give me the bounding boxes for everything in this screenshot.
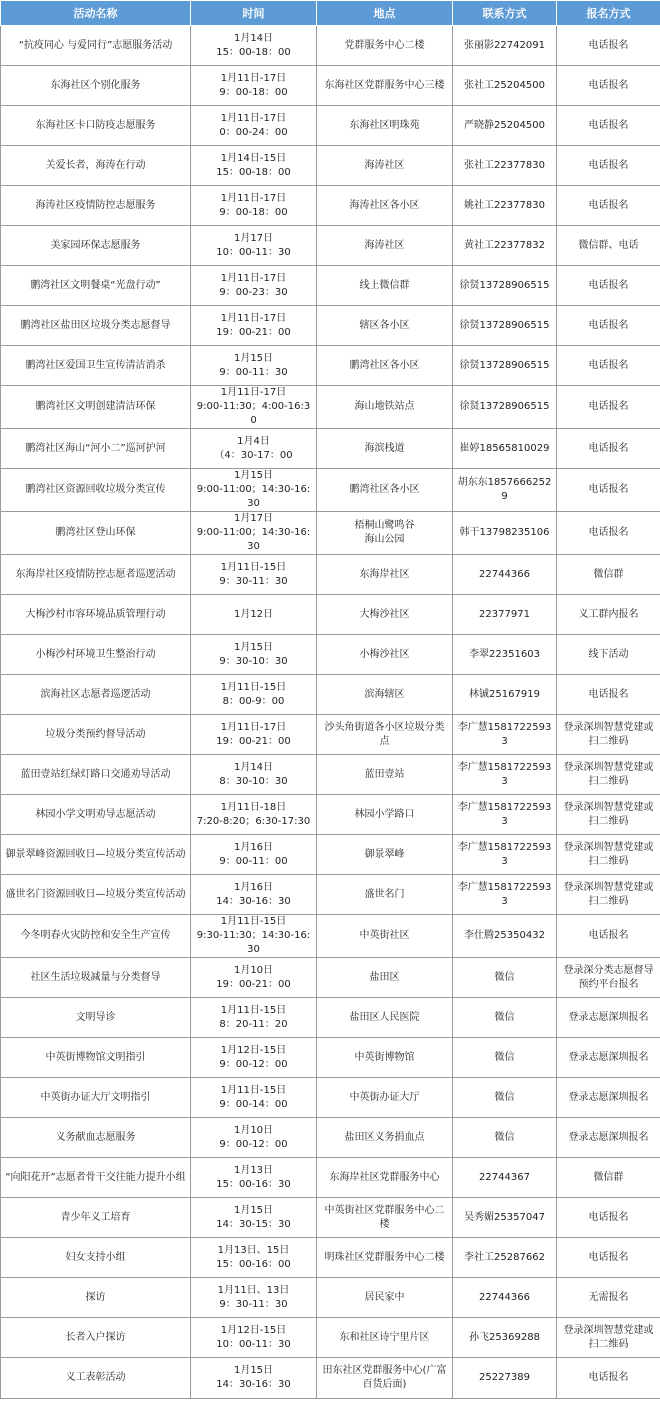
table-row — [1, 1038, 660, 1078]
cell-time: 1月11日-18日 7:20-8:20；6:30-17:30 — [191, 795, 317, 835]
header-row — [1, 1, 660, 26]
cell-activity-name: 蓝田壹站红绿灯路口交通劝导活动 — [1, 755, 191, 795]
cell-signup: 电话报名 — [557, 146, 660, 186]
cell-activity-name: 妇女支持小组 — [1, 1238, 191, 1278]
cell-activity-name: 盛世名门资源回收日—垃圾分类宣传活动 — [1, 875, 191, 915]
cell-activity-name: 鹏湾社区海山“河小二”巡河护河 — [1, 429, 191, 469]
cell-signup: 电话报名 — [557, 66, 660, 106]
cell-location: 东海岸社区 — [317, 555, 453, 595]
cell-location: 东海社区党群服务中心三楼 — [317, 66, 453, 106]
cell-location: 海涛社区 — [317, 146, 453, 186]
cell-contact: 徐贤13728906515 — [453, 346, 557, 386]
cell-signup: 登录志愿深圳报名 — [557, 998, 660, 1038]
cell-contact: 张社工25204500 — [453, 66, 557, 106]
cell-activity-name: 探访 — [1, 1278, 191, 1318]
cell-contact: 李广慧15817225933 — [453, 715, 557, 755]
cell-location: 蓝田壹站 — [317, 755, 453, 795]
table-row — [1, 106, 660, 146]
cell-time: 1月11日-15日 8：20-11：20 — [191, 998, 317, 1038]
table-row — [1, 915, 660, 958]
cell-activity-name: 长者入户探访 — [1, 1318, 191, 1358]
cell-signup: 电话报名 — [557, 306, 660, 346]
cell-location: 盐田区义务捐血点 — [317, 1118, 453, 1158]
cell-time: 1月11日-17日 0：00-24：00 — [191, 106, 317, 146]
cell-contact: 姚社工22377830 — [453, 186, 557, 226]
table-row — [1, 429, 660, 469]
cell-location: 海山地铁站点 — [317, 386, 453, 429]
cell-time: 1月11日-17日 9:00-11:30；4:00-16:30 — [191, 386, 317, 429]
cell-signup: 电话报名 — [557, 429, 660, 469]
table-row — [1, 1278, 660, 1318]
cell-signup: 电话报名 — [557, 469, 660, 512]
cell-activity-name: 鹏湾社区文明餐桌“光盘行动” — [1, 266, 191, 306]
cell-time: 1月16日 14：30-16：30 — [191, 875, 317, 915]
cell-location: 海滨栈道 — [317, 429, 453, 469]
cell-contact: 李仕腾25350432 — [453, 915, 557, 958]
cell-time: 1月11日-17日 9：00-23：30 — [191, 266, 317, 306]
cell-activity-name: 今冬明春火灾防控和安全生产宣传 — [1, 915, 191, 958]
cell-location: 海涛社区各小区 — [317, 186, 453, 226]
header-signup: 报名方式 — [557, 1, 660, 26]
cell-location: 鹏湾社区各小区 — [317, 469, 453, 512]
cell-contact: 22744366 — [453, 555, 557, 595]
cell-signup: 线下活动 — [557, 635, 660, 675]
cell-location: 盐田区人民医院 — [317, 998, 453, 1038]
cell-signup: 电话报名 — [557, 1198, 660, 1238]
cell-time: 1月12日-15日 9：00-12：00 — [191, 1038, 317, 1078]
cell-signup: 登录深圳智慧党建或扫二维码 — [557, 1318, 660, 1358]
table-body — [1, 26, 660, 1399]
cell-activity-name: 东海社区个别化服务 — [1, 66, 191, 106]
cell-activity-name: 东海岸社区疫情防控志愿者巡逻活动 — [1, 555, 191, 595]
cell-time: 1月12日-15日 10：00-11：30 — [191, 1318, 317, 1358]
cell-location: 林园小学路口 — [317, 795, 453, 835]
cell-time: 1月11日-15日 9：00-14：00 — [191, 1078, 317, 1118]
cell-contact: 李广慧15817225933 — [453, 835, 557, 875]
cell-signup: 电话报名 — [557, 26, 660, 66]
cell-contact: 张丽影22742091 — [453, 26, 557, 66]
cell-location: 中英街办证大厅 — [317, 1078, 453, 1118]
cell-location: 线上微信群 — [317, 266, 453, 306]
cell-activity-name: 美家园环保志愿服务 — [1, 226, 191, 266]
cell-signup: 义工群内报名 — [557, 595, 660, 635]
cell-location: 居民家中 — [317, 1278, 453, 1318]
cell-activity-name: 义务献血志愿服务 — [1, 1118, 191, 1158]
table-row — [1, 266, 660, 306]
cell-activity-name: 义工表彰活动 — [1, 1358, 191, 1399]
cell-activity-name: 海涛社区疫情防控志愿服务 — [1, 186, 191, 226]
cell-contact: 李广慧15817225933 — [453, 795, 557, 835]
cell-activity-name: 青少年义工培育 — [1, 1198, 191, 1238]
cell-activity-name: 大梅沙村市容环境品质管理行动 — [1, 595, 191, 635]
cell-signup: 登录深圳智慧党建或扫二维码 — [557, 835, 660, 875]
cell-signup: 电话报名 — [557, 915, 660, 958]
table-row — [1, 958, 660, 998]
table-row — [1, 386, 660, 429]
cell-location: 中英街社区党群服务中心二楼 — [317, 1198, 453, 1238]
cell-contact: 22744366 — [453, 1278, 557, 1318]
cell-contact: 严晓静25204500 — [453, 106, 557, 146]
cell-activity-name: 林园小学文明劝导志愿活动 — [1, 795, 191, 835]
cell-signup: 登录深圳智慧党建或扫二维码 — [557, 795, 660, 835]
cell-signup: 电话报名 — [557, 675, 660, 715]
table-row — [1, 1358, 660, 1399]
cell-contact: 胡东东18576662529 — [453, 469, 557, 512]
cell-signup: 电话报名 — [557, 1358, 660, 1399]
cell-location: 田东社区党群服务中心(广富百货后面) — [317, 1358, 453, 1399]
table-row — [1, 346, 660, 386]
cell-signup: 微信群 — [557, 555, 660, 595]
cell-signup: 电话报名 — [557, 106, 660, 146]
cell-time: 1月14日 8：30-10：30 — [191, 755, 317, 795]
cell-activity-name: 中英街博物馆文明指引 — [1, 1038, 191, 1078]
cell-time: 1月11日-15日 8：00-9：00 — [191, 675, 317, 715]
cell-location: 沙头角街道各小区垃圾分类点 — [317, 715, 453, 755]
cell-activity-name: 东海社区卡口防疫志愿服务 — [1, 106, 191, 146]
table-row — [1, 306, 660, 346]
cell-contact: 韩干13798235106 — [453, 512, 557, 555]
cell-time: 1月11日、13日 9：30-11：30 — [191, 1278, 317, 1318]
cell-signup: 登录志愿深圳报名 — [557, 1118, 660, 1158]
cell-signup: 登录志愿深圳报名 — [557, 1078, 660, 1118]
cell-time: 1月15日 9：00-11：30 — [191, 346, 317, 386]
table-row — [1, 1078, 660, 1118]
cell-contact: 微信 — [453, 1038, 557, 1078]
cell-location: 东海社区明珠苑 — [317, 106, 453, 146]
cell-signup: 电话报名 — [557, 266, 660, 306]
cell-contact: 李广慧15817225933 — [453, 755, 557, 795]
cell-contact: 李广慧15817225933 — [453, 875, 557, 915]
cell-time: 1月11日-17日 9：00-18：00 — [191, 66, 317, 106]
cell-signup: 电话报名 — [557, 186, 660, 226]
cell-signup: 登录深圳智慧党建或扫二维码 — [557, 755, 660, 795]
cell-contact: 黄社工22377832 — [453, 226, 557, 266]
cell-time: 1月11日-17日 19：00-21：00 — [191, 306, 317, 346]
cell-location: 海涛社区 — [317, 226, 453, 266]
table-row — [1, 755, 660, 795]
cell-contact: 25227389 — [453, 1358, 557, 1399]
cell-contact: 孙飞25369288 — [453, 1318, 557, 1358]
cell-time: 1月11日-15日 9：30-11：30 — [191, 555, 317, 595]
table-row — [1, 1118, 660, 1158]
cell-time: 1月17日 10：00-11：30 — [191, 226, 317, 266]
cell-contact: 微信 — [453, 1078, 557, 1118]
cell-activity-name: 鹏湾社区登山环保 — [1, 512, 191, 555]
cell-activity-name: 中英街办证大厅文明指引 — [1, 1078, 191, 1118]
cell-time: 1月16日 9：00-11：00 — [191, 835, 317, 875]
cell-time: 1月13日 15：00-16：30 — [191, 1158, 317, 1198]
cell-activity-name: “抗疫同心 与爱同行”志愿服务活动 — [1, 26, 191, 66]
cell-activity-name: 鹏湾社区盐田区垃圾分类志愿督导 — [1, 306, 191, 346]
cell-time: 1月17日 9:00-11:00；14:30-16:30 — [191, 512, 317, 555]
cell-signup: 电话报名 — [557, 386, 660, 429]
cell-time: 1月14日 15：00-18：00 — [191, 26, 317, 66]
table-row — [1, 1198, 660, 1238]
cell-location: 御景翠峰 — [317, 835, 453, 875]
cell-activity-name: 社区生活垃圾减量与分类督导 — [1, 958, 191, 998]
cell-time: 1月11日-17日 9：00-18：00 — [191, 186, 317, 226]
cell-contact: 李社工25287662 — [453, 1238, 557, 1278]
cell-location: 东海岸社区党群服务中心 — [317, 1158, 453, 1198]
cell-location: 中英街博物馆 — [317, 1038, 453, 1078]
cell-signup: 电话报名 — [557, 346, 660, 386]
cell-location: 鹏湾社区各小区 — [317, 346, 453, 386]
cell-contact: 李翠22351603 — [453, 635, 557, 675]
cell-contact: 张社工22377830 — [453, 146, 557, 186]
table-row — [1, 715, 660, 755]
table-row — [1, 835, 660, 875]
cell-location: 东和社区诗宁里片区 — [317, 1318, 453, 1358]
cell-activity-name: 鹏湾社区资源回收垃圾分类宣传 — [1, 469, 191, 512]
cell-location: 盐田区 — [317, 958, 453, 998]
table-row — [1, 186, 660, 226]
cell-signup: 登录志愿深圳报名 — [557, 1038, 660, 1078]
cell-signup: 无需报名 — [557, 1278, 660, 1318]
table-row — [1, 1158, 660, 1198]
table-row — [1, 469, 660, 512]
cell-activity-name: 鹏湾社区爱国卫生宣传清洁消杀 — [1, 346, 191, 386]
cell-contact: 崔婷18565810029 — [453, 429, 557, 469]
cell-signup: 电话报名 — [557, 512, 660, 555]
cell-signup: 登录深圳智慧党建或扫二维码 — [557, 715, 660, 755]
cell-activity-name: 关爱长者，海涛在行动 — [1, 146, 191, 186]
cell-signup: 微信群 — [557, 1158, 660, 1198]
cell-time: 1月13日、15日 15：00-16：00 — [191, 1238, 317, 1278]
cell-location: 中英街社区 — [317, 915, 453, 958]
table-row — [1, 226, 660, 266]
cell-contact: 徐贤13728906515 — [453, 266, 557, 306]
cell-contact: 徐贤13728906515 — [453, 386, 557, 429]
header-time: 时间 — [191, 1, 317, 26]
cell-time: 1月15日 14：30-15：30 — [191, 1198, 317, 1238]
cell-signup: 登录深圳智慧党建或扫二维码 — [557, 875, 660, 915]
cell-contact: 微信 — [453, 998, 557, 1038]
cell-activity-name: 鹏湾社区文明创建清洁环保 — [1, 386, 191, 429]
cell-activity-name: 文明导诊 — [1, 998, 191, 1038]
cell-activity-name: 小梅沙村环境卫生整治行动 — [1, 635, 191, 675]
table-row — [1, 26, 660, 66]
table-row — [1, 998, 660, 1038]
cell-time: 1月11日-17日 19：00-21：00 — [191, 715, 317, 755]
cell-contact: 微信 — [453, 958, 557, 998]
cell-time: 1月15日 14：30-16：30 — [191, 1358, 317, 1399]
table-row — [1, 875, 660, 915]
cell-location: 党群服务中心二楼 — [317, 26, 453, 66]
cell-location: 梧桐山鹭鸣谷 海山公园 — [317, 512, 453, 555]
cell-time: 1月15日 9：30-10：30 — [191, 635, 317, 675]
header-location: 地点 — [317, 1, 453, 26]
cell-activity-name: 御景翠峰资源回收日—垃圾分类宣传活动 — [1, 835, 191, 875]
table-row — [1, 1238, 660, 1278]
cell-time: 1月4日 （4：30-17：00 — [191, 429, 317, 469]
table-row — [1, 555, 660, 595]
cell-location: 辖区各小区 — [317, 306, 453, 346]
cell-contact: 吴秀媚25357047 — [453, 1198, 557, 1238]
cell-time: 1月11日-15日 9:30-11:30；14:30-16:30 — [191, 915, 317, 958]
cell-time: 1月12日 — [191, 595, 317, 635]
cell-signup: 微信群、电话 — [557, 226, 660, 266]
cell-activity-name: “向阳花开”志愿者骨干交往能力提升小组 — [1, 1158, 191, 1198]
table-header — [1, 1, 660, 26]
table-row — [1, 146, 660, 186]
cell-time: 1月10日 9：00-12：00 — [191, 1118, 317, 1158]
cell-signup: 登录深分类志愿督导预约平台报名 — [557, 958, 660, 998]
table-row — [1, 1318, 660, 1358]
table-row — [1, 595, 660, 635]
cell-time: 1月14日-15日 15：00-18：00 — [191, 146, 317, 186]
cell-contact: 林铖25167919 — [453, 675, 557, 715]
table-row — [1, 635, 660, 675]
table-row — [1, 675, 660, 715]
cell-contact: 22744367 — [453, 1158, 557, 1198]
cell-signup: 电话报名 — [557, 1238, 660, 1278]
cell-activity-name: 滨海社区志愿者巡逻活动 — [1, 675, 191, 715]
cell-location: 盛世名门 — [317, 875, 453, 915]
header-contact: 联系方式 — [453, 1, 557, 26]
cell-activity-name: 垃圾分类预约督导活动 — [1, 715, 191, 755]
cell-location: 大梅沙社区 — [317, 595, 453, 635]
cell-contact: 微信 — [453, 1118, 557, 1158]
header-activity-name: 活动名称 — [1, 1, 191, 26]
cell-location: 滨海辖区 — [317, 675, 453, 715]
table-row — [1, 512, 660, 555]
cell-time: 1月15日 9:00-11:00；14:30-16:30 — [191, 469, 317, 512]
table-row — [1, 66, 660, 106]
cell-contact: 徐贤13728906515 — [453, 306, 557, 346]
table-row — [1, 795, 660, 835]
cell-location: 明珠社区党群服务中心二楼 — [317, 1238, 453, 1278]
cell-location: 小梅沙社区 — [317, 635, 453, 675]
cell-time: 1月10日 19：00-21：00 — [191, 958, 317, 998]
cell-contact: 22377971 — [453, 595, 557, 635]
